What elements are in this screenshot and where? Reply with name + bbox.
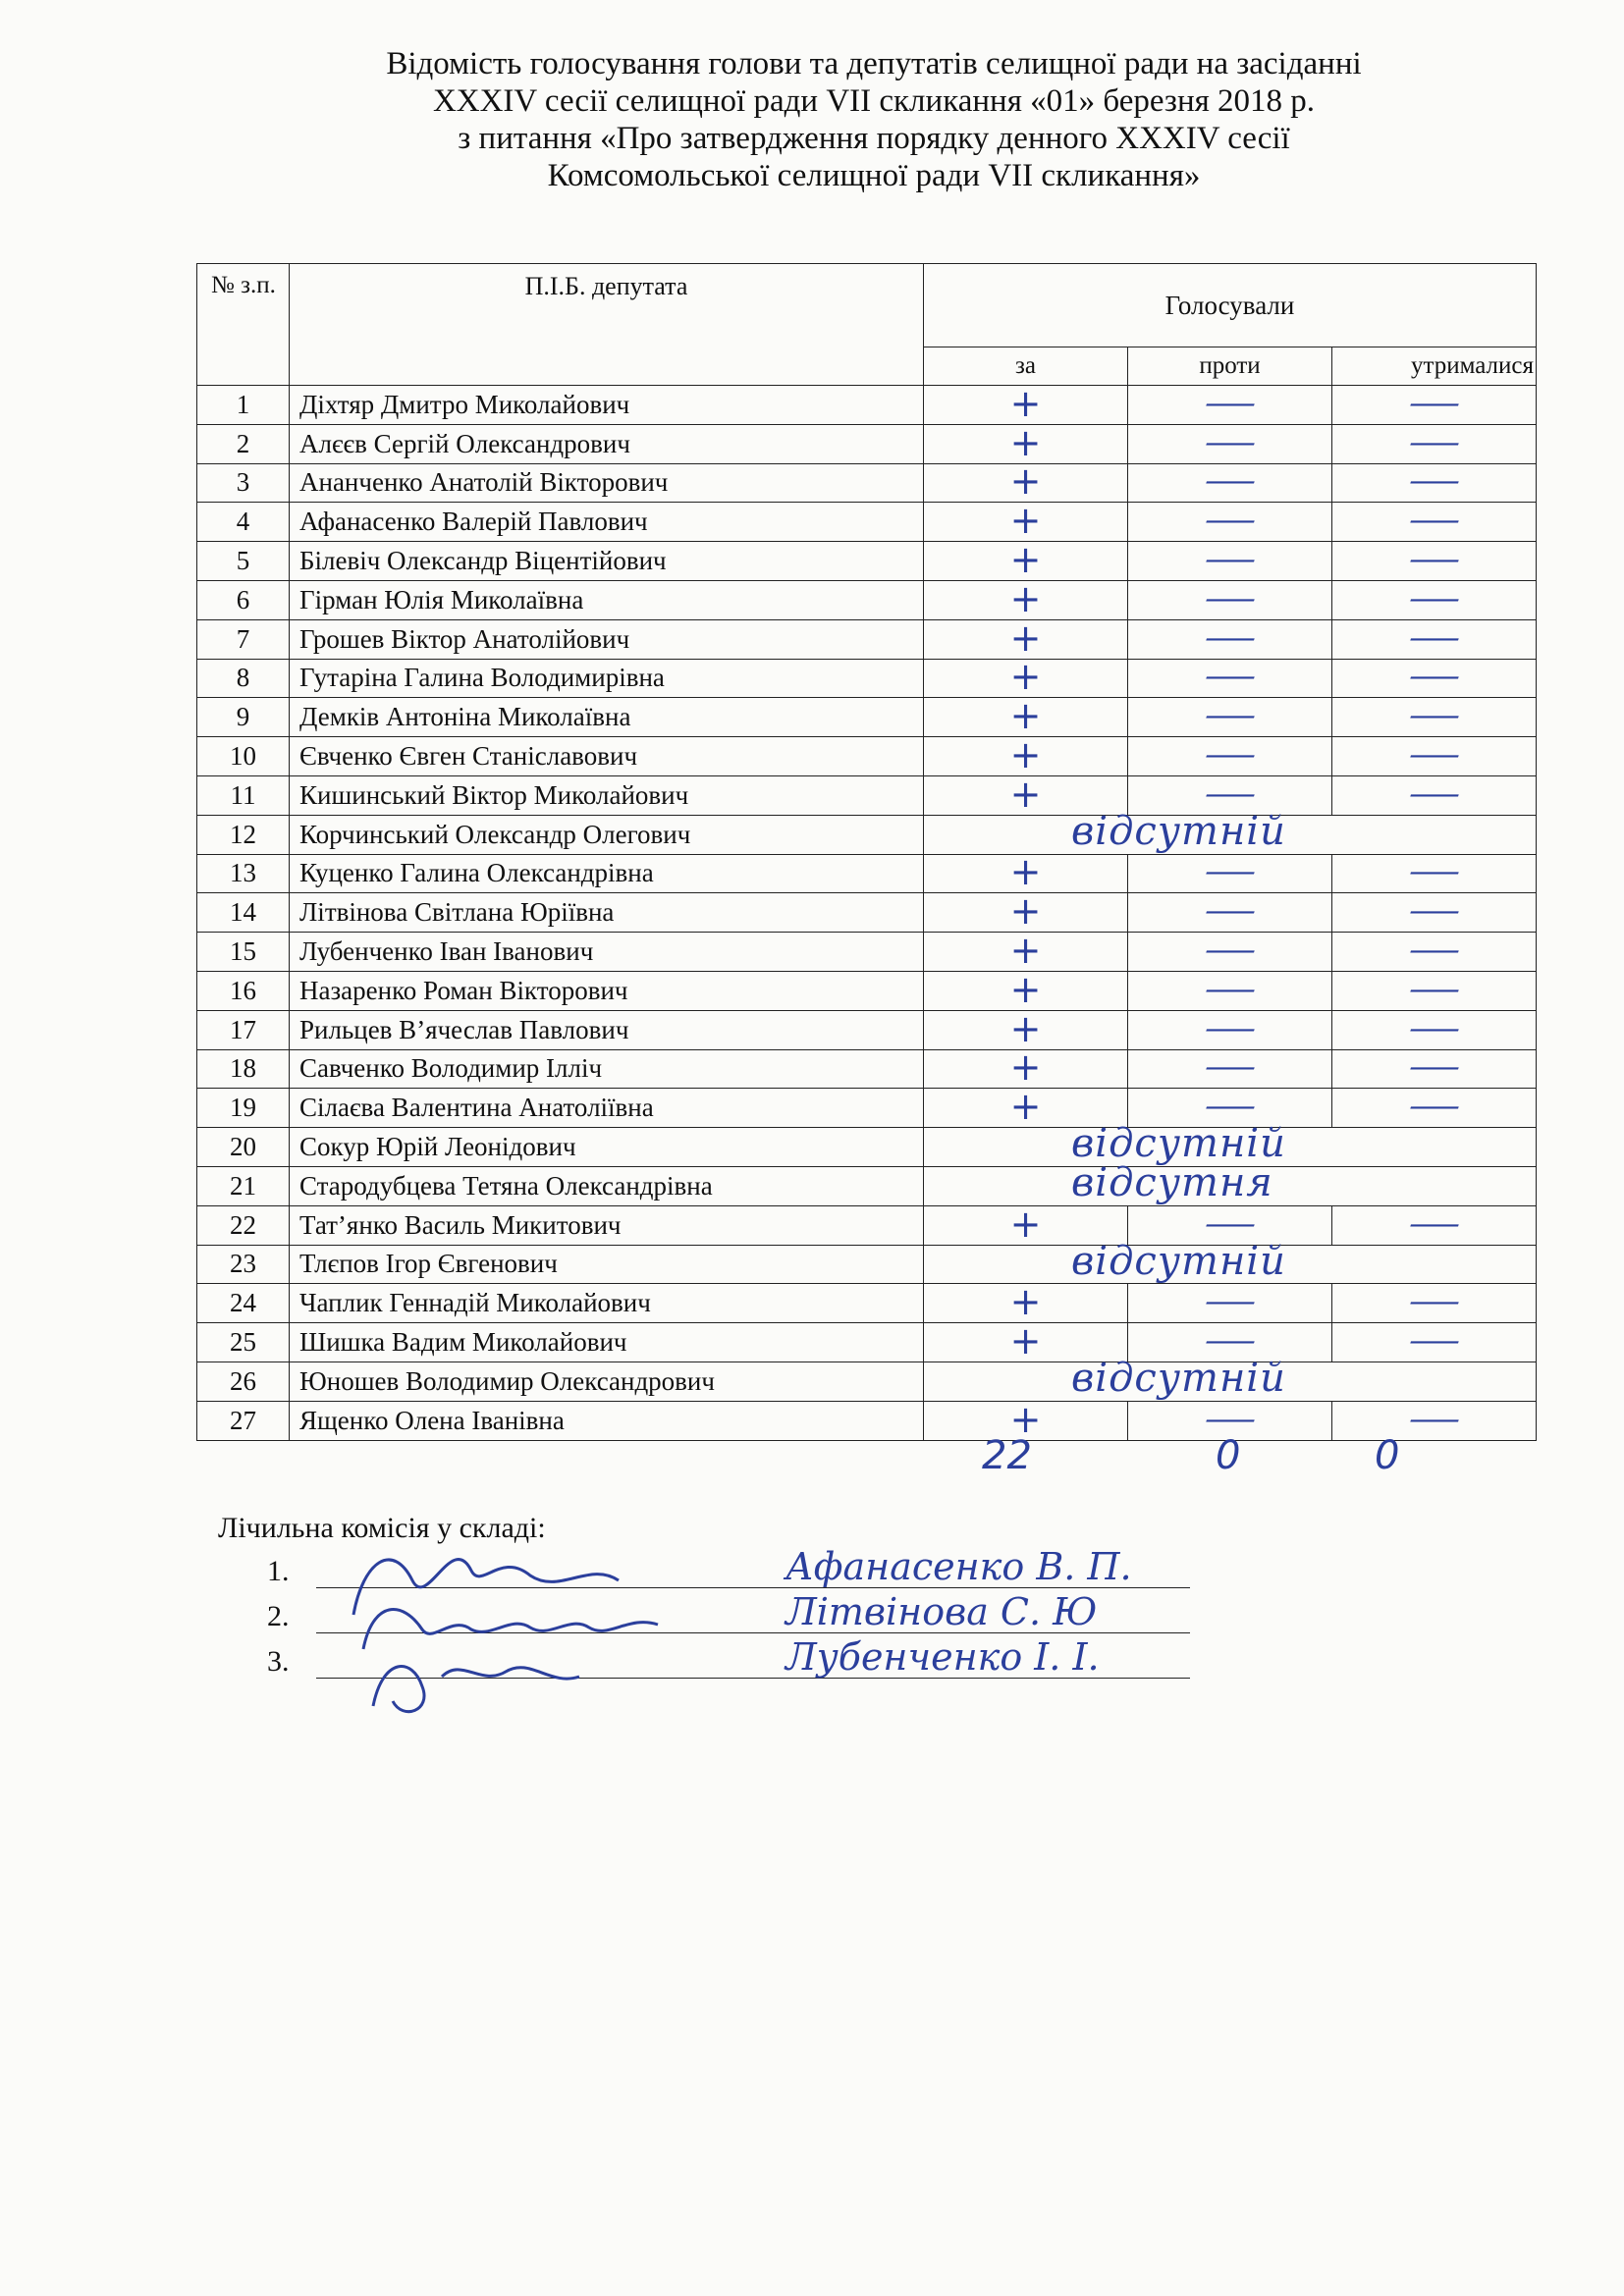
commission-member-number: 2. [267,1600,290,1632]
vote-for-cell [924,694,1128,738]
table-row [197,1362,1537,1401]
vote-against-cell [1128,580,1332,619]
vote-abstained-cell [1332,386,1537,425]
deputy-name: Ященко Олена Іванівна [290,1401,924,1440]
vote-for-cell [924,499,1128,543]
table-row [197,386,1537,425]
vote-against-cell [1128,542,1332,581]
total-for: 22 [982,1433,1032,1478]
deputy-name: Сокур Юрій Леонідович [290,1128,924,1167]
vote-abstained-cell [1332,619,1537,659]
vote-abstained-mark: — [1407,699,1461,734]
row-number: 23 [197,1245,290,1284]
vote-abstained-cell [1332,1089,1537,1128]
vote-for-cell [924,733,1128,777]
total-against: 0 [1216,1433,1241,1478]
vote-for-cell [924,967,1128,1011]
vote-abstained-mark: — [1407,1324,1461,1360]
vote-for-mark: + [1009,1045,1042,1090]
vote-against-cell [1128,1284,1332,1323]
vote-for-cell [924,1006,1128,1050]
row-number: 11 [197,775,290,815]
row-number: 27 [197,1401,290,1440]
table-row [197,580,1537,619]
table-row [197,698,1537,737]
header-no: № з.п. [197,264,290,386]
deputy-name: Тат’янко Василь Микитович [290,1205,924,1245]
vote-against-mark: — [1203,1206,1257,1242]
absent-mark: відсутній [1071,1238,1286,1284]
row-number: 9 [197,698,290,737]
vote-for-mark: + [1009,772,1042,816]
vote-abstained-cell [1332,424,1537,463]
row-number: 10 [197,737,290,776]
row-number: 19 [197,1089,290,1128]
vote-against-mark: — [1203,464,1257,500]
vote-for-cell [924,576,1128,620]
header-against: проти [1128,347,1332,386]
vote-abstained-mark: — [1407,972,1461,1007]
vote-for-mark: + [1009,889,1042,934]
vote-against-mark: — [1203,776,1257,812]
vote-abstained-cell [1332,933,1537,972]
vote-against-cell [1128,463,1332,503]
deputy-name: Алєєв Сергій Олександрович [290,424,924,463]
commission-label: Лічильна комісія у складі: [218,1512,546,1544]
title-line: XXXIV сесії селищної ради VII скликання «01» березня 2018 р. [432,83,1316,119]
deputy-name: Діхтяр Дмитро Миколайович [290,386,924,425]
vote-abstained-mark: — [1407,855,1461,890]
vote-absent-cell [924,1238,1537,1284]
header-voted: Голосували [924,264,1537,347]
title-line: Комсомольської селищної ради VII скликання» [547,158,1201,193]
deputy-name: Савченко Володимир Ілліч [290,1049,924,1089]
vote-abstained-cell [1332,698,1537,737]
vote-for-mark: + [1009,733,1042,777]
vote-for-cell [924,655,1128,699]
vote-against-mark: — [1203,934,1257,969]
vote-against-cell [1128,424,1332,463]
vote-against-mark: — [1203,425,1257,460]
row-number: 8 [197,659,290,698]
row-number: 2 [197,424,290,463]
vote-for-cell [924,929,1128,973]
voting-table [196,263,1537,1441]
vote-abstained-mark: — [1407,1206,1461,1242]
commission-member-number: 3. [267,1645,290,1678]
deputy-name: Стародубцева Тетяна Олександрівна [290,1166,924,1205]
vote-against-mark: — [1203,581,1257,616]
vote-for-cell [924,381,1128,425]
vote-for-cell [924,850,1128,894]
table-row [197,815,1537,854]
vote-abstained-cell [1332,854,1537,893]
vote-abstained-mark: — [1407,543,1461,578]
vote-abstained-cell [1332,503,1537,542]
deputy-name: Білевіч Олександр Віцентійович [290,542,924,581]
row-number: 21 [197,1166,290,1205]
vote-against-mark: — [1203,855,1257,890]
deputy-name: Назаренко Роман Вікторович [290,971,924,1010]
vote-against-mark: — [1203,660,1257,695]
vote-against-mark: — [1203,972,1257,1007]
vote-against-cell [1128,971,1332,1010]
commission-member-name: Лубенченко І. І. [785,1635,1100,1679]
vote-for-mark: + [1009,1201,1042,1246]
table-row [197,1284,1537,1323]
row-number: 7 [197,619,290,659]
vote-against-mark: — [1203,1050,1257,1086]
row-number: 20 [197,1128,290,1167]
vote-against-cell [1128,737,1332,776]
vote-for-mark: + [1009,459,1042,504]
vote-abstained-cell [1332,1323,1537,1362]
table-row [197,463,1537,503]
deputy-name: Демків Антоніна Миколаївна [290,698,924,737]
table-row [197,775,1537,815]
vote-for-cell [924,1280,1128,1324]
vote-against-mark: — [1203,894,1257,930]
vote-for-cell [924,615,1128,660]
document-title [196,45,1551,194]
vote-against-mark: — [1203,620,1257,656]
vote-abstained-cell [1332,659,1537,698]
table-row [197,503,1537,542]
vote-against-cell [1128,1010,1332,1049]
table-row [197,1089,1537,1128]
vote-abstained-mark: — [1407,776,1461,812]
deputy-name: Євченко Євген Станіславович [290,737,924,776]
table-row [197,854,1537,893]
table-row [197,1010,1537,1049]
vote-abstained-mark: — [1407,1285,1461,1320]
row-number: 4 [197,503,290,542]
vote-abstained-mark: — [1407,581,1461,616]
vote-abstained-mark: — [1407,464,1461,500]
vote-for-mark: + [1009,967,1042,1011]
deputy-name: Шишка Вадим Миколайович [290,1323,924,1362]
row-number: 3 [197,463,290,503]
table-row [197,542,1537,581]
row-number: 17 [197,1010,290,1049]
vote-abstained-mark: — [1407,1050,1461,1086]
vote-for-mark: + [1009,576,1042,620]
deputy-name: Юношев Володимир Олександрович [290,1362,924,1401]
vote-absent-cell [924,808,1537,854]
vote-abstained-cell [1332,1401,1537,1440]
vote-abstained-mark: — [1407,738,1461,774]
vote-against-mark: — [1203,543,1257,578]
commission-member-name: Літвінова С. Ю [785,1590,1098,1633]
deputy-name: Лубенченко Іван Іванович [290,933,924,972]
vote-against-mark: — [1203,386,1257,421]
vote-for-mark: + [1009,538,1042,582]
deputy-name: Афанасенко Валерій Павлович [290,503,924,542]
vote-abstained-mark: — [1407,1090,1461,1125]
vote-abstained-mark: — [1407,386,1461,421]
vote-abstained-mark: — [1407,894,1461,930]
table-row [197,619,1537,659]
total-abstained: 0 [1375,1433,1400,1478]
vote-against-cell [1128,1049,1332,1089]
row-number: 14 [197,893,290,933]
voting-table-body [197,381,1537,1441]
vote-for-cell [924,1045,1128,1090]
vote-absent-cell [924,1159,1537,1205]
vote-for-cell [924,420,1128,464]
vote-for-mark: + [1009,1280,1042,1324]
vote-against-cell [1128,698,1332,737]
deputy-name: Чаплик Геннадій Миколайович [290,1284,924,1323]
vote-abstained-cell [1332,737,1537,776]
row-number: 16 [197,971,290,1010]
title-line: Відомість голосування голови та депутатів селищної ради на засіданні [386,46,1362,81]
table-row [197,424,1537,463]
vote-abstained-mark: — [1407,425,1461,460]
vote-abstained-mark: — [1407,504,1461,539]
vote-abstained-cell [1332,1010,1537,1049]
vote-abstained-cell [1332,542,1537,581]
row-number: 25 [197,1323,290,1362]
absent-mark: відсутній [1071,808,1286,854]
table-row [197,659,1537,698]
vote-for-mark: + [1009,929,1042,973]
vote-for-mark: + [1009,381,1042,425]
vote-against-mark: — [1203,738,1257,774]
deputy-name: Куценко Галина Олександрівна [290,854,924,893]
row-number: 5 [197,542,290,581]
vote-abstained-cell [1332,775,1537,815]
vote-against-cell [1128,619,1332,659]
deputy-name: Грошев Віктор Анатолійович [290,619,924,659]
deputy-name: Сілаєва Валентина Анатоліївна [290,1089,924,1128]
commission-member-number: 1. [267,1555,290,1587]
vote-for-mark: + [1009,1085,1042,1129]
row-number: 15 [197,933,290,972]
table-row [197,933,1537,972]
vote-for-mark: + [1009,850,1042,894]
deputy-name: Рильцев В’ячеслав Павлович [290,1010,924,1049]
vote-against-mark: — [1203,1090,1257,1125]
vote-absent-cell [924,1355,1537,1401]
row-number: 18 [197,1049,290,1089]
header-for: за [924,347,1128,386]
row-number: 22 [197,1205,290,1245]
vote-against-cell [1128,933,1332,972]
vote-for-cell [924,538,1128,582]
vote-for-mark: + [1009,1397,1042,1441]
vote-for-mark: + [1009,1319,1042,1363]
row-number: 26 [197,1362,290,1401]
table-row [197,971,1537,1010]
row-number: 13 [197,854,290,893]
deputy-name: Кишинський Віктор Миколайович [290,775,924,815]
commission-member-name: Афанасенко В. П. [785,1545,1132,1588]
vote-for-mark: + [1009,694,1042,738]
vote-abstained-mark: — [1407,620,1461,656]
handwritten-signature [334,1618,687,1726]
title-line: з питання «Про затвердження порядку денного XXXIV сесії [458,121,1290,156]
vote-for-mark: + [1009,655,1042,699]
table-row [197,1323,1537,1362]
vote-against-mark: — [1203,1285,1257,1320]
header-abstained: утрималися [1332,347,1537,386]
table-row [197,893,1537,933]
vote-for-cell [924,459,1128,504]
absent-mark: відсутній [1071,1121,1286,1167]
vote-against-cell [1128,854,1332,893]
vote-abstained-mark: — [1407,934,1461,969]
vote-abstained-mark: — [1407,1011,1461,1046]
vote-against-cell [1128,893,1332,933]
row-number: 12 [197,815,290,854]
vote-against-mark: — [1203,1011,1257,1046]
deputy-name: Корчинський Олександр Олегович [290,815,924,854]
deputy-name: Тлєпов Ігор Євгенович [290,1245,924,1284]
vote-abstained-cell [1332,1049,1537,1089]
deputy-name: Гутаріна Галина Володимирівна [290,659,924,698]
table-row [197,737,1537,776]
row-number: 6 [197,580,290,619]
table-row [197,1245,1537,1284]
vote-against-mark: — [1203,1402,1257,1437]
vote-against-mark: — [1203,1324,1257,1360]
vote-for-mark: + [1009,420,1042,464]
deputy-name: Гірман Юлія Миколаївна [290,580,924,619]
deputy-name: Ананченко Анатолій Вікторович [290,463,924,503]
absent-mark: відсутній [1071,1355,1286,1401]
vote-abstained-cell [1332,1205,1537,1245]
table-row [197,1049,1537,1089]
absent-mark: відсутня [1071,1159,1273,1205]
header-name: П.І.Б. депутата [290,264,924,386]
vote-against-mark: — [1203,699,1257,734]
vote-against-cell [1128,386,1332,425]
table-row [197,1166,1537,1205]
vote-for-mark: + [1009,615,1042,660]
vote-against-cell [1128,503,1332,542]
vote-abstained-mark: — [1407,1402,1461,1437]
table-row [197,1401,1537,1440]
vote-for-mark: + [1009,1006,1042,1050]
row-number: 1 [197,386,290,425]
vote-abstained-mark: — [1407,660,1461,695]
vote-abstained-cell [1332,580,1537,619]
vote-against-mark: — [1203,504,1257,539]
vote-for-mark: + [1009,499,1042,543]
vote-abstained-cell [1332,1284,1537,1323]
vote-for-cell [924,889,1128,934]
deputy-name: Літвінова Світлана Юріївна [290,893,924,933]
vote-abstained-cell [1332,893,1537,933]
vote-abstained-cell [1332,971,1537,1010]
vote-abstained-cell [1332,463,1537,503]
table-row [197,1128,1537,1167]
row-number: 24 [197,1284,290,1323]
table-row [197,1205,1537,1245]
vote-against-cell [1128,659,1332,698]
